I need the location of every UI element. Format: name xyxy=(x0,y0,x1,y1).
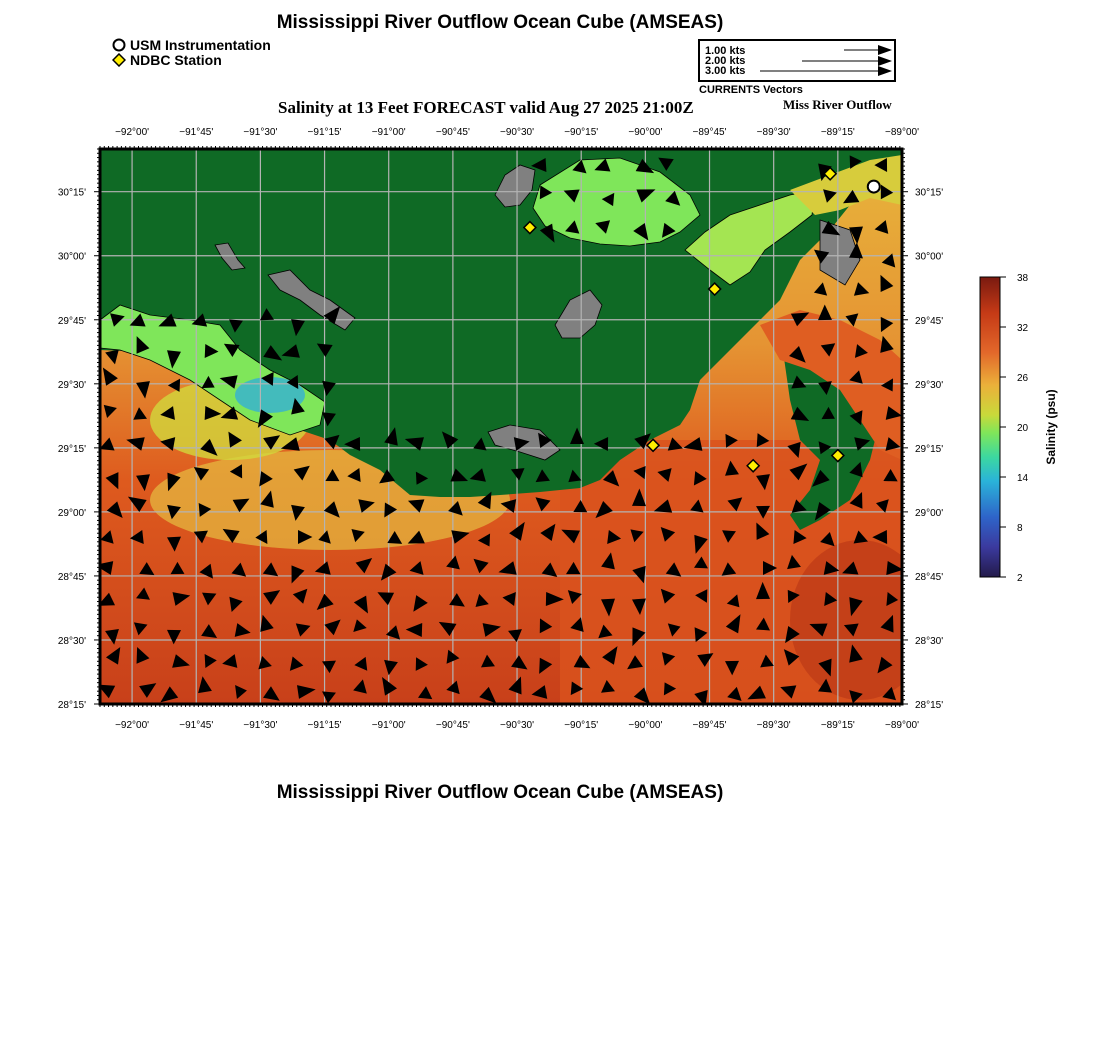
lat-label: 28°45' xyxy=(915,571,944,583)
lon-label: −89°30' xyxy=(756,720,791,731)
map-frame xyxy=(100,149,930,704)
lon-label: −91°30' xyxy=(243,127,278,138)
lon-label: −89°45' xyxy=(692,127,727,138)
colorbar-scale xyxy=(980,277,1000,577)
lat-label: 29°30' xyxy=(915,379,944,391)
region-label: Miss River Outflow xyxy=(783,97,892,112)
lat-label: 28°15' xyxy=(915,700,944,711)
lat-label: 29°15' xyxy=(915,443,944,455)
lon-label: −90°30' xyxy=(500,127,535,138)
lon-label: −91°45' xyxy=(179,127,214,138)
lon-label: −91°45' xyxy=(179,720,214,731)
colorbar-tick-label: 2 xyxy=(1017,573,1023,584)
lat-label: 29°30' xyxy=(57,379,86,391)
lat-label: 30°15' xyxy=(915,187,944,199)
map-subtitle: Salinity at 13 Feet FORECAST valid Aug 27 2025 21:00Z xyxy=(278,98,694,117)
lon-label: −90°00' xyxy=(628,127,663,138)
lon-label: −92°00' xyxy=(115,720,150,731)
ndbc-legend-label: NDBC Station xyxy=(130,52,222,68)
lon-label: −91°15' xyxy=(307,720,342,731)
ocean-deep-patch xyxy=(790,540,930,700)
lon-label: −90°45' xyxy=(435,127,470,138)
lat-label: 29°00' xyxy=(915,507,944,519)
lon-label: −91°00' xyxy=(371,720,406,731)
lat-label: 28°15' xyxy=(57,700,86,711)
vectors-caption: CURRENTS Vectors xyxy=(699,84,803,96)
lon-label: −89°15' xyxy=(820,127,855,138)
lon-label: −89°00' xyxy=(885,720,919,731)
colorbar-tick-label: 32 xyxy=(1017,323,1029,334)
lat-label: 28°30' xyxy=(915,635,944,647)
lat-labels-left xyxy=(58,188,86,711)
colorbar-tick-label: 14 xyxy=(1017,473,1029,484)
lon-label: −91°30' xyxy=(243,720,278,731)
lat-label: 30°00' xyxy=(57,251,86,263)
lat-label: 29°45' xyxy=(915,315,944,327)
lon-label: −90°00' xyxy=(628,720,663,731)
lat-label: 30°15' xyxy=(57,187,86,199)
lon-label: −90°15' xyxy=(564,720,599,731)
colorbar-label: Salinity (psu) xyxy=(1044,389,1058,465)
vector-legend-row: 1.00 kts xyxy=(705,45,746,57)
page-title: Mississippi River Outflow Ocean Cube (AMSEAS) xyxy=(276,12,724,33)
usm-station-marker xyxy=(868,181,880,193)
lat-labels-right xyxy=(915,188,943,711)
lon-label: −91°00' xyxy=(371,127,406,138)
lon-label: −91°15' xyxy=(307,127,342,138)
colorbar-tick-label: 20 xyxy=(1017,423,1029,434)
colorbar-tick-label: 38 xyxy=(1017,273,1029,284)
lon-label: −89°45' xyxy=(692,720,727,731)
lon-labels-bottom xyxy=(115,720,919,731)
vector-legend-row: 2.00 kts xyxy=(705,55,746,67)
lon-label: −90°30' xyxy=(500,720,535,731)
lon-label: −89°15' xyxy=(820,720,855,731)
lat-label: 28°45' xyxy=(57,571,86,583)
colorbar-tick-label: 8 xyxy=(1017,523,1023,534)
lon-label: −89°00' xyxy=(885,127,919,138)
lon-label: −90°15' xyxy=(564,127,599,138)
lon-label: −90°45' xyxy=(435,720,470,731)
lon-labels-top xyxy=(115,127,919,138)
lat-label: 30°00' xyxy=(915,251,944,263)
lat-label: 29°45' xyxy=(57,315,86,327)
colorbar xyxy=(980,273,1058,584)
lat-label: 28°30' xyxy=(57,635,86,647)
page-title-repeat: Mississippi River Outflow Ocean Cube (AMSEAS) xyxy=(276,782,724,803)
lat-label: 29°00' xyxy=(57,507,86,519)
lon-label: −89°30' xyxy=(756,127,791,138)
colorbar-tick-label: 26 xyxy=(1017,373,1029,384)
vector-legend-row: 3.00 kts xyxy=(705,65,746,77)
lon-label: −92°00' xyxy=(115,127,150,138)
usm-legend-label: USM Instrumentation xyxy=(130,37,271,53)
lat-label: 29°15' xyxy=(57,443,86,455)
